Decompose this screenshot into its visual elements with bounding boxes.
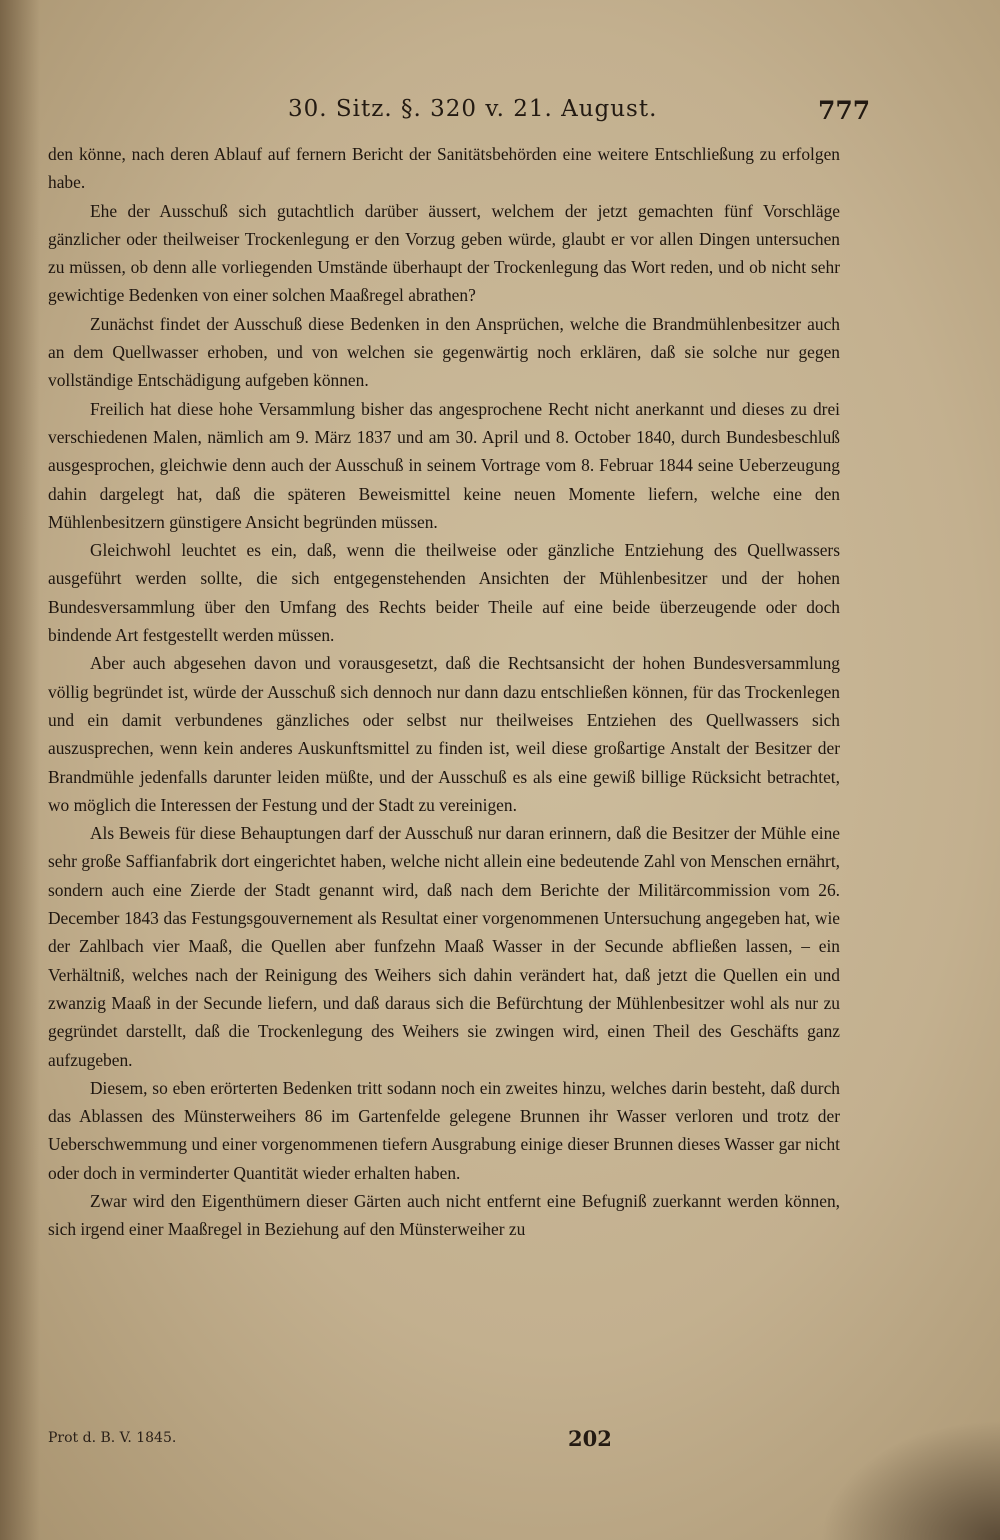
paragraph: Ehe der Ausschuß sich gutachtlich darüber äussert, welchem der jetzt gemachten fünf Vorschläge gänzlicher oder theilweiser Trockenlegung er den Vorzug geben würde, glaubt er vor allen Dingen untersuchen zu müssen, ob denn alle vorliegenden Umstände überhaupt der Trockenlegung das Wort reden, und ob nicht sehr gewichtige Bedenken von einer solchen Maaßregel abrathen?: [48, 200, 840, 306]
paragraph: Zwar wird den Eigenthümern dieser Gärten auch nicht entfernt eine Befugniß zuerkannt werden können, sich irgend einer Maaßregel in Beziehung auf den Münsterweiher zu: [48, 1190, 840, 1240]
paragraph: Als Beweis für diese Behauptungen darf der Ausschuß nur daran erinnern, daß die Besitzer der Mühle eine sehr große Saffianfabrik dort eingerichtet haben, welche nicht allein eine bedeutende Zahl von Menschen ernährt, sondern auch eine Zierde der Stadt genannt wird, daß nach dem Berichte der Militärcommission vom 26. December 1843 das Festungsgouvernement als Resultat einer vorgenommenen Untersuchung angegeben hat, wie der Zahlbach vier Maaß, die Quellen aber funfzehn Maaß Wasser in der Secunde abfließen lassen, – ein Verhältniß, welches nach der Reinigung des Weihers sich dahin verändert hat, daß jetzt die Quellen ein und zwanzig Maaß in der Secunde liefern, und daß daraus sich die Befürchtung der Mühlenbesitzer wohl als nur zu gegründet darstellt, daß die Trockenlegung des Weihers sie zwingen wird, einen Theil des Geschäfts ganz aufzugeben.: [48, 823, 840, 1070]
paragraph: Zunächst findet der Ausschuß diese Bedenken in den Ansprüchen, welche die Brandmühlenbesitzer auch an dem Quellwasser erhoben, und von welchen sie gegenwärtig noch erklären, daß sie solche nur gegen vollständige Entschädigung aufgeben können.: [48, 313, 840, 391]
paragraph: Freilich hat diese hohe Versammlung bisher das angesprochene Recht nicht anerkannt und dieses zu drei verschiedenen Malen, nämlich am 9. März 1837 und am 30. April und 8. October 1840, durch Bundesbeschluß ausgesprochen, gleichwie denn auch der Ausschuß in seinem Vortrage vom 8. Februar 1844 seine Ueberzeugung dahin dargelegt hat, daß die späteren Beweismittel keine neuen Momente liefern, welche eine den Mühlenbesitzern günstigere Ansicht begründen müssen.: [48, 398, 840, 532]
corner-shadow: [820, 1420, 1000, 1540]
paragraph: Aber auch abgesehen davon und vorausgesetzt, daß die Rechtsansicht der hohen Bundesversammlung völlig begründet ist, würde der Ausschuß sich dennoch nur dann dazu entschließen können, für das Trockenlegen und ein damit verbundenes gänzliches oder selbst nur theilweises Entziehen des Quellwassers sich auszusprechen, wenn kein anderes Auskunftsmittel zu finden ist, weil diese großartige Anstalt der Besitzer der Brandmühle jedenfalls darunter leiden müßte, und der Ausschuß es als eine gewiß billige Rücksicht betrachtet, wo möglich die Interessen der Festung und der Stadt zu vereinigen.: [48, 653, 840, 815]
page-number: 777: [818, 96, 871, 125]
paragraph: den könne, nach deren Ablauf auf fernern Bericht der Sanitätsbehörden eine weitere Entschließung zu erfolgen habe.: [48, 144, 840, 193]
page-header: [48, 96, 871, 132]
signature-mark: Prot d. B. V. 1845.: [48, 1430, 177, 1446]
page-body: [48, 140, 840, 1244]
paragraph: Diesem, so eben erörterten Bedenken tritt sodann noch ein zweites hinzu, welches darin besteht, daß durch das Ablassen des Münsterweihers 86 im Gartenfelde gelegene Brunnen ihr Wasser verloren und trotz der Ueberschwemmung und einer vorgenommenen tiefern Ausgrabung einige dieser Brunnen dieses Wasser gar nicht oder doch in verminderter Quantität wieder erhalten haben.: [48, 1077, 840, 1183]
page-footer: [48, 1426, 840, 1456]
sheet-number: 202: [568, 1426, 612, 1451]
paragraph: Gleichwohl leuchtet es ein, daß, wenn die theilweise oder gänzliche Entziehung des Quellwassers ausgeführt werden sollte, die sich entgegenstehenden Ansichten der Mühlenbesitzer und der hohen Bundesversammlung über den Umfang des Rechts beider Theile auf eine beide überzeugende oder doch bindende Art festgestellt werden müssen.: [48, 540, 840, 646]
running-head: 30. Sitz. §. 320 v. 21. August.: [288, 96, 658, 122]
binding-shadow: [0, 0, 40, 1540]
